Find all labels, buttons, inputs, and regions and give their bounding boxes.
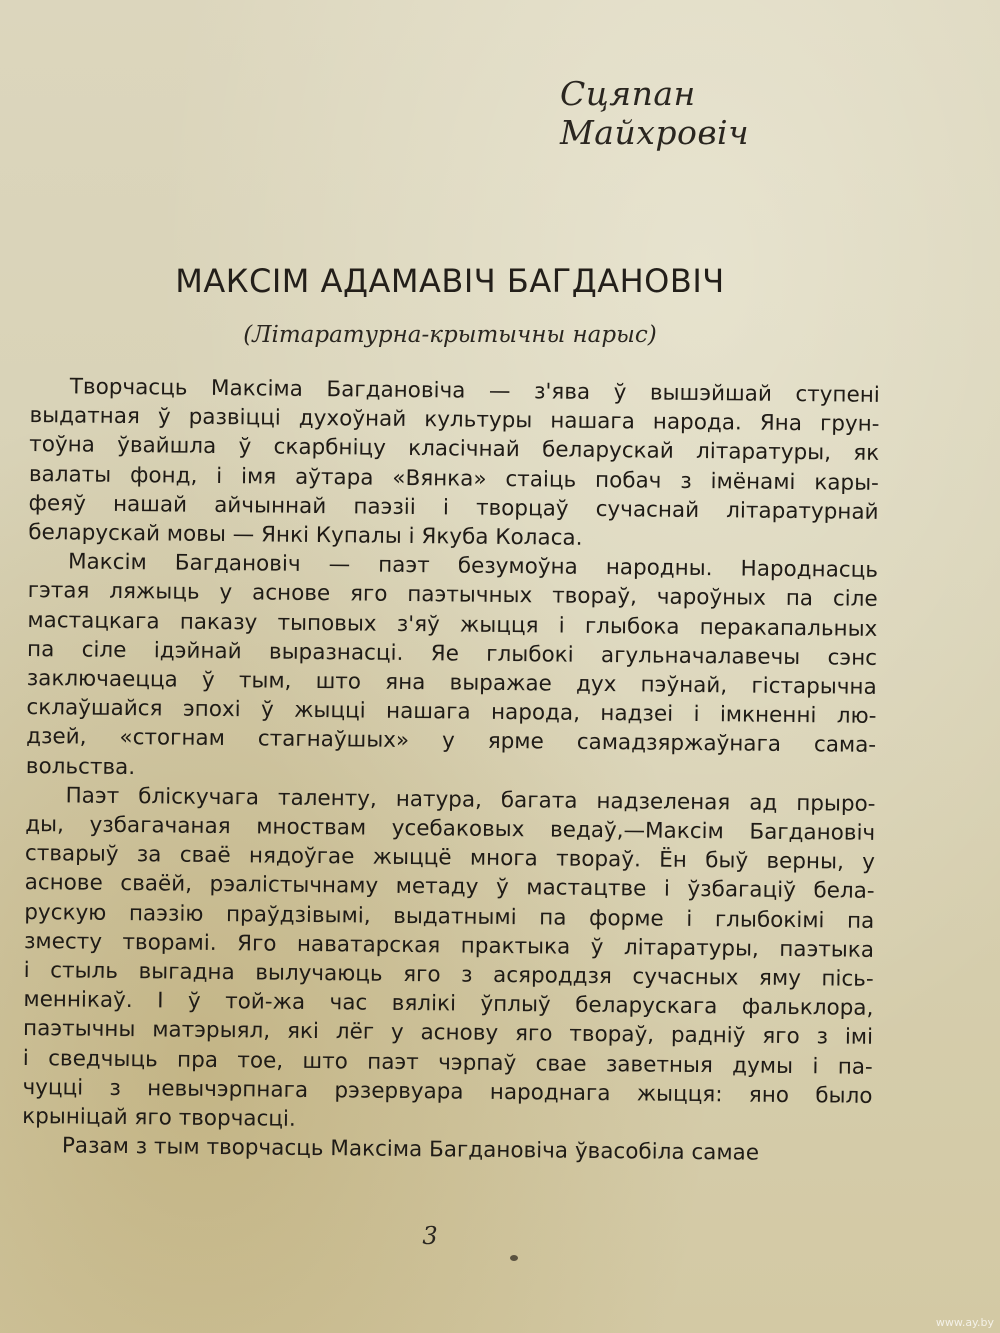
- text-line: Максім Багдановіч — паэт безумоўна народны. Народнасць: [67, 549, 879, 584]
- text-line: рускую паэзію праўдзівымі, выдатнымі па форме і глыбокімі па: [24, 899, 875, 934]
- body-text: [22, 372, 880, 1169]
- text-line: феяў нашай айчыннай паэзіі і творцаў сучаснай літаратурнай: [28, 490, 879, 525]
- text-line: склаўшайся эпохі ў жыцці нашага народа, надзеі і імкненні лю-: [26, 695, 877, 730]
- text-line: крыніцай яго творчасці.: [22, 1104, 296, 1132]
- paragraph: [28, 372, 880, 556]
- text-line: чуцці з невычэрпнага рэзервуара народнага жыцця: яно было: [22, 1074, 873, 1109]
- chapter-subtitle: (Літаратурна-крытычны нарыс): [243, 322, 657, 348]
- paragraph: [22, 781, 876, 1140]
- text-line: Разам з тым творчасць Максіма Багдановіча ўвасобіла самае: [61, 1133, 760, 1166]
- text-line: паэтычны матэрыял, які лёг у аснову яго твораў, радніў яго з імі: [22, 1016, 874, 1051]
- text-line: вольства.: [25, 753, 136, 780]
- text-line: аснове сваёй, рэалістычнаму метаду ў мастацтве і ўзбагаціў бела-: [24, 870, 875, 905]
- author-name: Сцяпан Майхровіч: [560, 74, 750, 152]
- text-line: выдатная ў развіцці духоўнай культуры нашага народа. Яна грун-: [29, 403, 880, 438]
- text-line: мастацкага паказу тыповых з'яў жыцця і глыбока перакапальных: [27, 607, 878, 642]
- ink-spot: [510, 1255, 518, 1261]
- text-line: стварыў за сваё нядоўгае жыццё многа твораў. Ён быў верны, у: [24, 841, 876, 876]
- text-line: і сведчыць пра тое, што паэт чэрпаў свае заветныя думы і па-: [22, 1045, 873, 1080]
- text-line: зместу творамі. Яго наватарская практыка ў літаратуры, паэтыка: [23, 928, 875, 963]
- page-number: 3: [422, 1222, 438, 1250]
- text-line: валаты фонд, і імя аўтара «Вянка» стаіць побач з імёнамі кары-: [28, 461, 880, 496]
- text-line: Творчасць Максіма Багдановіча — з'ява ў вышэйшай ступені: [69, 374, 880, 408]
- text-line: гэтая ляжыць у аснове яго паэтычных твораў, чароўных па сіле: [27, 578, 878, 613]
- text-line: беларускай мовы — Янкі Купалы і Якуба Коласа.: [28, 520, 583, 551]
- text-line: меннікаў. І ў той-жа час вялікі ўплыў беларускага фальклора,: [23, 987, 874, 1022]
- paragraph: [26, 547, 878, 790]
- text-line: і стыль выгадна вылучаюць яго з асяроддзя сучасных яму пісь-: [23, 958, 874, 992]
- text-line: дзей, «стогнам стагнаўшых» у ярме самадзяржаўнага сама-: [26, 724, 877, 759]
- text-line: тоўна ўвайшла ў скарбніцу класічнай беларускай літаратуры, як: [29, 432, 880, 467]
- text-line: Паэт бліскучага таленту, натура, багата надзеленая ад прыро-: [65, 783, 876, 817]
- watermark: www.ay.by: [935, 1316, 994, 1329]
- text-line: па сіле ідэйнай выразнасці. Яе глыбокі агульначалавечы сэнс: [26, 636, 878, 671]
- chapter-title: МАКСІМ АДАМАВІЧ БАГДАНОВІЧ: [175, 262, 725, 300]
- text-line: заключаецца ў тым, што яна выражае дух пэўнай, гістарычна: [26, 666, 877, 700]
- text-line: ды, узбагачаная мноствам усебаковых ведаў,—Максім Багдановіч: [25, 812, 876, 846]
